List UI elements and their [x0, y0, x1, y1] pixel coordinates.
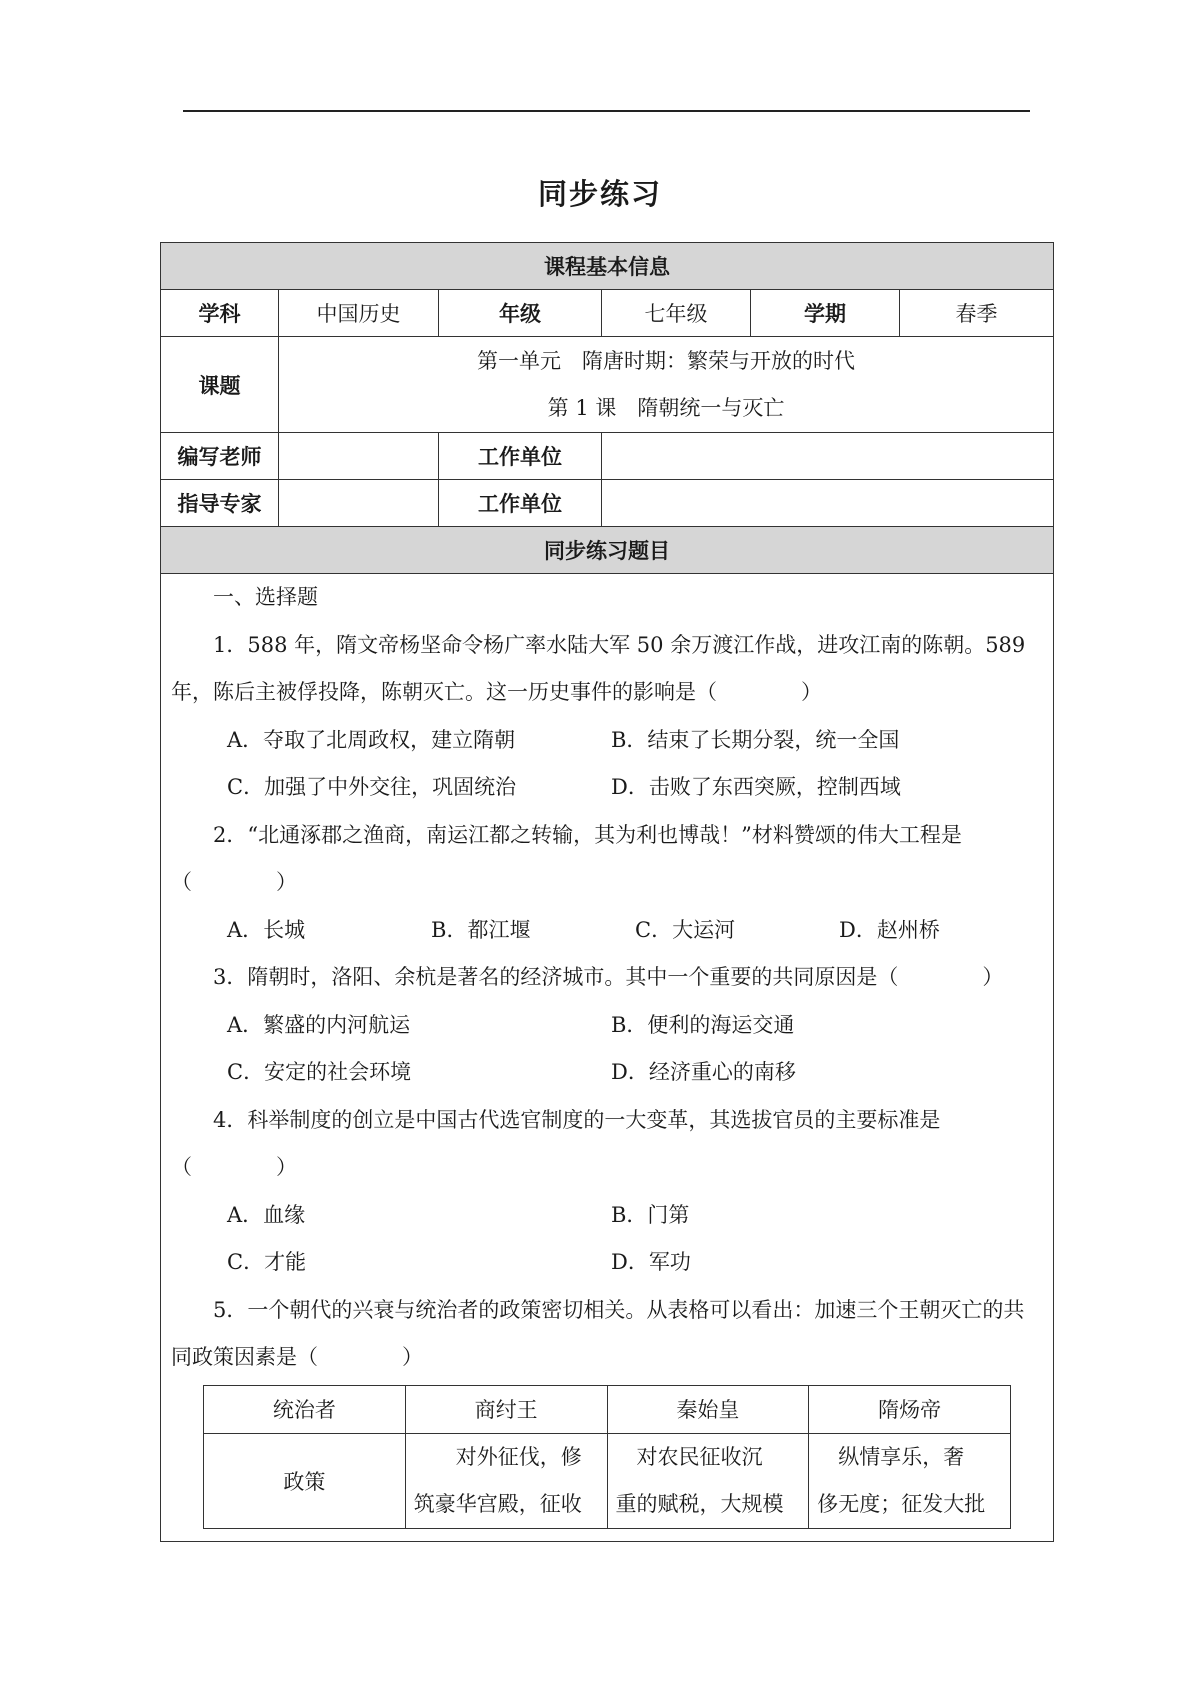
q3-option-b[interactable]: B．便利的海运交通: [611, 1012, 795, 1037]
q3-option-a[interactable]: A．繁盛的内河航运: [227, 1012, 411, 1037]
q1-option-d[interactable]: D．击败了东西突厥，控制西域: [611, 775, 901, 799]
exercise-content: [161, 574, 1054, 1542]
section-heading: 一、选择题: [213, 585, 318, 609]
q5-cell-qin-line-1: 对农民征收沉: [615, 1444, 763, 1469]
q5-header-ruler: 统治者: [204, 1385, 406, 1433]
q5-header-shang: 商纣王: [405, 1385, 607, 1433]
header-rule: [183, 110, 1030, 112]
term-label: 学期: [751, 290, 900, 337]
q4-stem-2: （ ）: [171, 1155, 297, 1179]
q4-option-d[interactable]: D．军功: [611, 1250, 691, 1274]
q5-cell-sui-line-2: 侈无度；征发大批: [817, 1491, 986, 1516]
q5-stem-2: 同政策因素是（ ）: [171, 1345, 423, 1369]
topic-lesson: 第 1 课 隋朝统一与灭亡: [547, 395, 785, 420]
page-title: 同步练习: [537, 177, 662, 211]
q5-cell-shang-line-1: 对外征伐，修: [413, 1444, 582, 1469]
grade-value: 七年级: [602, 290, 751, 337]
term-value: 春季: [900, 290, 1054, 337]
q5-row-label: 政策: [204, 1433, 406, 1528]
q4-stem-1: 4．科举制度的创立是中国古代选官制度的一大变革，其选拔官员的主要标准是: [213, 1107, 941, 1132]
q5-header-qin: 秦始皇: [607, 1385, 809, 1433]
q5-cell-qin: [607, 1433, 809, 1528]
q5-cell-sui-line-1: 纵情享乐，奢: [817, 1444, 965, 1469]
q2-option-c[interactable]: C．大运河: [635, 917, 736, 942]
q2-options-row: [171, 907, 1043, 955]
q4-option-b[interactable]: B．门第: [611, 1202, 690, 1227]
q5-cell-shang-line-2: 筑豪华宫殿，征收: [413, 1491, 582, 1516]
q4-options-row-2: [171, 1239, 1043, 1287]
q4-option-a[interactable]: A．血缘: [227, 1202, 306, 1227]
subject-label: 学科: [161, 290, 279, 337]
author-label: 编写老师: [161, 433, 279, 480]
topic-label: 课题: [161, 337, 279, 433]
q2-option-b[interactable]: B．都江堰: [431, 917, 531, 942]
q1-options-row-2: [171, 764, 1043, 812]
q5-policy-table: [203, 1385, 1011, 1529]
q4-options-row-1: [171, 1192, 1043, 1240]
topic-value: [279, 337, 1054, 433]
q1-option-c[interactable]: C．加强了中外交往，巩固统治: [227, 775, 517, 799]
expert-value: [279, 480, 439, 527]
q2-option-d[interactable]: D．赵州桥: [839, 917, 940, 942]
q1-options-row-1: [171, 717, 1043, 765]
q3-stem: 3．隋朝时，洛阳、余杭是著名的经济城市。其中一个重要的共同原因是（ ）: [213, 965, 1004, 989]
q3-option-d[interactable]: D．经济重心的南移: [611, 1060, 796, 1084]
author-value: [279, 433, 439, 480]
exercise-header: 同步练习题目: [161, 527, 1054, 574]
q1-option-b[interactable]: B．结束了长期分裂，统一全国: [611, 727, 900, 752]
q2-option-a[interactable]: A．长城: [227, 917, 306, 942]
topic-unit: 第一单元 隋唐时期：繁荣与开放的时代: [477, 348, 856, 373]
q3-options-row-2: [171, 1049, 1043, 1097]
q4-option-c[interactable]: C．才能: [227, 1250, 307, 1274]
q5-cell-shang: [405, 1433, 607, 1528]
q5-cell-qin-line-2: 重的赋税，大规模: [615, 1491, 784, 1516]
q1-option-a[interactable]: A．夺取了北周政权，建立隋朝: [227, 727, 516, 752]
q1-stem-2: 年，陈后主被俘投降，陈朝灭亡。这一历史事件的影响是（ ）: [171, 680, 822, 704]
expert-label: 指导专家: [161, 480, 279, 527]
course-info-table: [160, 242, 1054, 1542]
work-unit-label-2: 工作单位: [439, 480, 602, 527]
grade-label: 年级: [439, 290, 602, 337]
q1-stem-1: 1．588 年，隋文帝杨坚命令杨广率水陆大军 50 余万渡江作战，进攻江南的陈朝。589: [213, 632, 1026, 657]
q2-stem-2: （ ）: [171, 870, 297, 894]
q3-option-c[interactable]: C．安定的社会环境: [227, 1060, 412, 1084]
q5-cell-sui: [809, 1433, 1011, 1528]
work-unit-label: 工作单位: [439, 433, 602, 480]
q3-options-row-1: [171, 1002, 1043, 1050]
course-info-header: 课程基本信息: [161, 243, 1054, 290]
q2-stem-1: 2．“北通涿郡之渔商，南运江都之转输，其为利也博哉！”材料赞颂的伟大工程是: [213, 822, 962, 847]
work-unit-value: [602, 433, 1054, 480]
q5-header-sui: 隋炀帝: [809, 1385, 1011, 1433]
subject-value: 中国历史: [279, 290, 439, 337]
q5-stem-1: 5．一个朝代的兴衰与统治者的政策密切相关。从表格可以看出：加速三个王朝灭亡的共: [213, 1297, 1025, 1322]
work-unit-value-2: [602, 480, 1054, 527]
